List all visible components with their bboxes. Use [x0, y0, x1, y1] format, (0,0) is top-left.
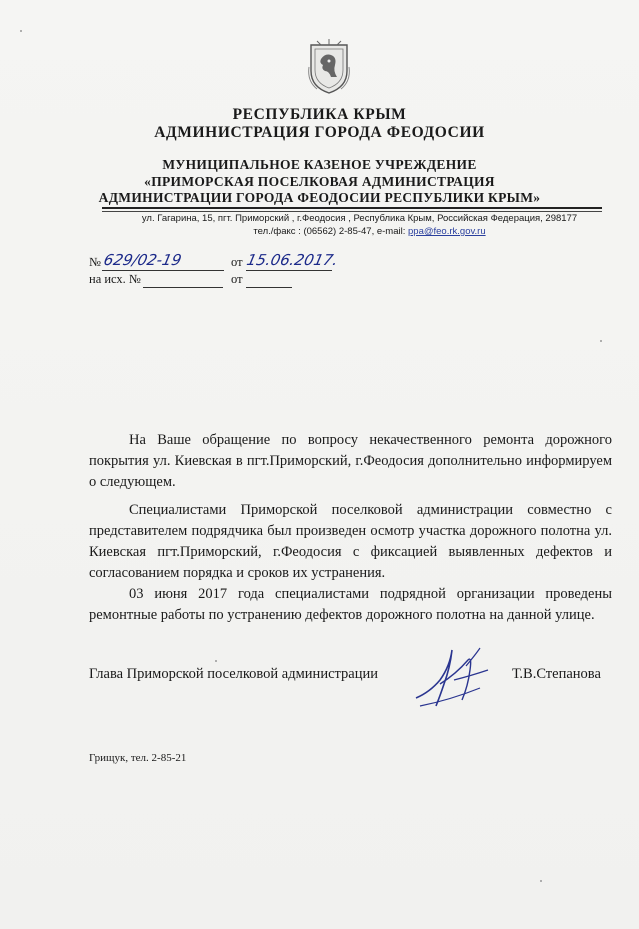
outgoing-number: 629/02-19 — [102, 251, 184, 269]
paragraph-3: 03 июня 2017 года специалистами подрядной организации проведены ремонтные работы по устранению дефектов дорожного полотна на данной улице. — [89, 586, 612, 623]
date-underline — [246, 270, 332, 271]
republic-title: РЕСПУБЛИКА КРЫМ — [232, 106, 407, 123]
body-text-block-1 — [89, 430, 612, 493]
crimea-coat-of-arms-icon — [307, 37, 351, 95]
header-divider-thin — [102, 211, 602, 212]
institution-line-2: «ПРИМОРСКАЯ ПОСЕЛКОВАЯ АДМИНИСТРАЦИЯ — [144, 174, 495, 189]
body-text-block-2 — [89, 500, 612, 626]
scan-speck — [540, 880, 542, 882]
address-line: ул. Гагарина, 15, пгт. Приморский , г.Феодосия , Республика Крым, Российская Федерация, 298177 — [141, 213, 578, 224]
reference-underline — [143, 287, 223, 288]
contacts-prefix: тел./факс : (06562) 2-85-47, e-mail: — [253, 226, 409, 237]
email-link[interactable]: ppa@feo.rk.gov.ru — [408, 226, 486, 237]
administration-title: АДМИНИСТРАЦИЯ ГОРОДА ФЕОДОСИИ — [154, 124, 485, 141]
number-label: № — [89, 255, 101, 269]
date-label: от — [231, 255, 243, 269]
scan-speck — [215, 660, 217, 662]
institution-line-3: АДМИНИСТРАЦИИ ГОРОДА ФЕОДОСИИ РЕСПУБЛИКИ КРЫМ» — [98, 190, 541, 205]
scan-speck — [600, 340, 602, 342]
signer-position: Глава Приморской поселковой администрации — [89, 666, 378, 682]
paragraph-1: На Ваше обращение по вопросу некачественного ремонта дорожного покрытия ул. Киевская в пгт.Приморский, г.Феодосия дополнительно информируем о следующем. — [89, 432, 612, 490]
outgoing-date: 15.06.2017. — [245, 251, 340, 269]
header-divider — [102, 207, 602, 209]
institution-line-1: МУНИЦИПАЛЬНОЕ КАЗЕНОЕ УЧРЕЖДЕНИЕ — [162, 157, 477, 172]
reference-date-label: от — [231, 272, 243, 286]
executor-contact: Грищук, тел. 2-85-21 — [89, 752, 187, 764]
scan-speck — [20, 30, 22, 32]
signer-name: Т.В.Степанова — [512, 666, 601, 682]
reference-label: на исх. № — [89, 272, 141, 286]
contacts-line — [50, 226, 639, 237]
handwritten-signature — [410, 640, 500, 720]
paragraph-2: Специалистами Приморской поселковой администрации совместно с представителем подрядчика был произведен осмотр участка дорожного полотна ул. Киевская пгт.Приморский, г.Феодосия с фиксацией выявленных дефектов и согласованием порядка и сроков их устранения. — [89, 502, 612, 581]
reference-date-underline — [246, 287, 292, 288]
number-underline — [102, 270, 224, 271]
